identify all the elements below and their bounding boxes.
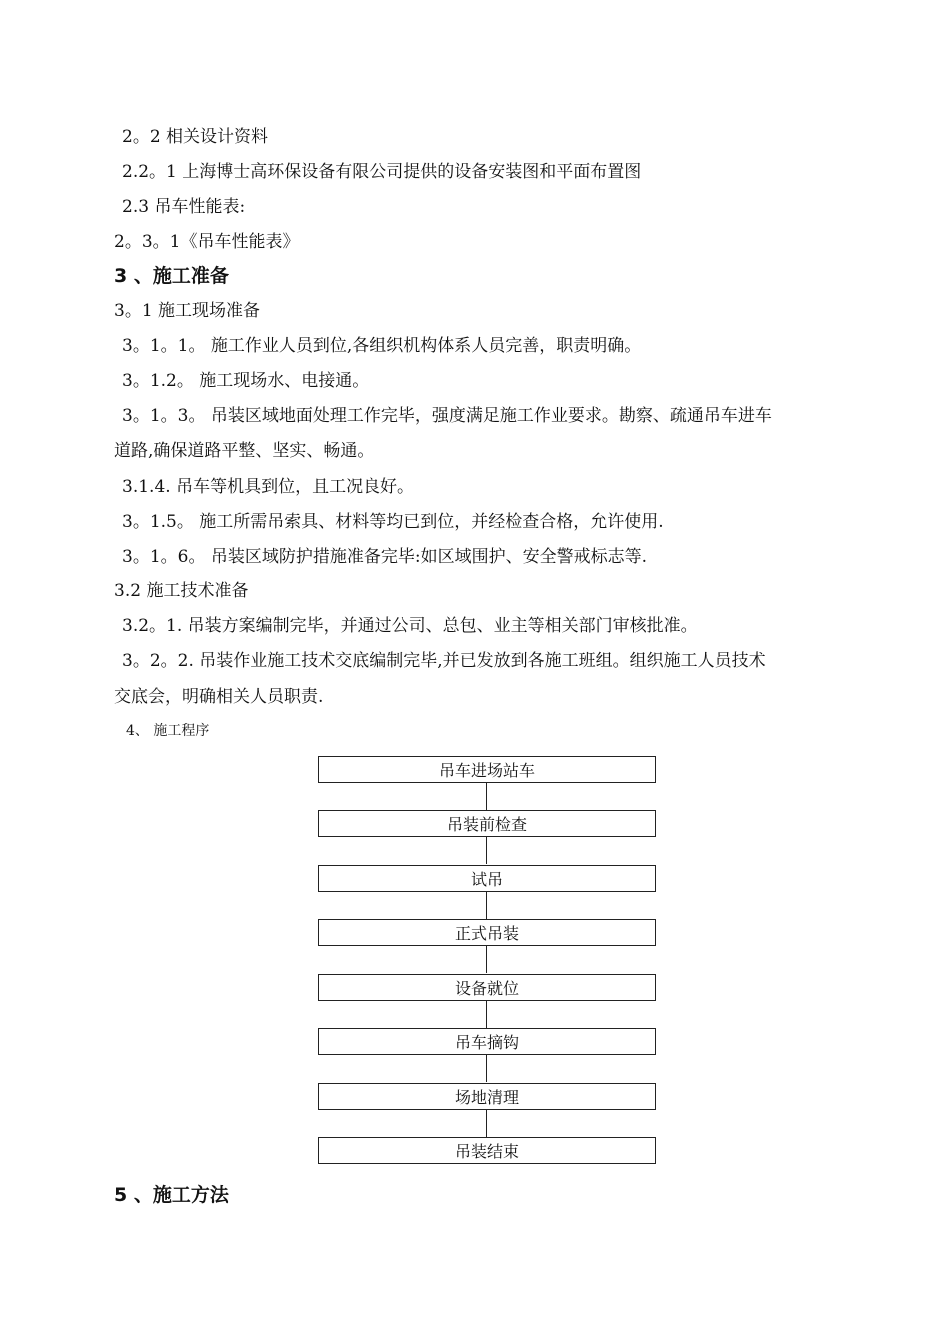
- text-line-3-1-2: 3。1.2。 施工现场水、电接通。: [122, 371, 370, 391]
- flow-step-6: 吊车摘钩: [318, 1028, 656, 1055]
- text-line-2-2-1: 2.2。1 上海博士高环保设备有限公司提供的设备安装图和平面布置图: [122, 162, 642, 182]
- section-heading-3: 3 、施工准备: [114, 265, 229, 287]
- text-line-3-2-2-cont: 交底会，明确相关人员职责.: [114, 687, 324, 707]
- flow-step-2: 吊装前检查: [318, 810, 656, 837]
- text-line-3-1-1: 3。1。1。 施工作业人员到位,各组织机构体系人员完善，职责明确。: [122, 336, 642, 356]
- text-line-3-2-2: 3。2。2. 吊装作业施工技术交底编制完毕,并已发放到各施工班组。组织施工人员技术: [122, 651, 766, 671]
- section-heading-5: 5 、施工方法: [114, 1184, 229, 1206]
- flow-connector: [486, 837, 487, 864]
- flow-step-7: 场地清理: [318, 1083, 656, 1110]
- text-line-3-2: 3.2 施工技术准备: [114, 581, 249, 601]
- flow-connector: [486, 1055, 487, 1082]
- flow-connector: [486, 892, 487, 919]
- flow-step-4: 正式吊装: [318, 919, 656, 946]
- flow-step-3: 试吊: [318, 865, 656, 892]
- flow-connector: [486, 1001, 487, 1028]
- text-line-3-1-4: 3.1.4. 吊车等机具到位，且工况良好。: [122, 477, 415, 497]
- flow-step-1: 吊车进场站车: [318, 756, 656, 783]
- text-line-3-1-3: 3。1。3。 吊装区域地面处理工作完毕，强度满足施工作业要求。勘察、疏通吊车进车: [122, 406, 772, 426]
- text-line-3-2-1: 3.2。1. 吊装方案编制完毕，并通过公司、总包、业主等相关部门审核批准。: [122, 616, 698, 636]
- text-line-2-3-1: 2。3。1《吊车性能表》: [114, 232, 300, 252]
- text-line-3-1-5: 3。1.5。 施工所需吊索具、材料等均已到位，并经检查合格，允许使用.: [122, 512, 664, 532]
- flowchart: [318, 756, 656, 1166]
- flow-connector: [486, 783, 487, 810]
- flow-step-8: 吊装结束: [318, 1137, 656, 1164]
- text-line-2-2: 2。2 相关设计资料: [122, 127, 269, 147]
- flow-connector: [486, 946, 487, 973]
- flow-step-5: 设备就位: [318, 974, 656, 1001]
- text-line-2-3: 2.3 吊车性能表:: [122, 197, 246, 217]
- text-line-3-1-6: 3。1。6。 吊装区域防护措施准备完毕:如区域围护、安全警戒标志等.: [122, 547, 647, 567]
- text-line-4: 4、 施工程序: [126, 723, 210, 739]
- text-line-3-1-3-cont: 道路,确保道路平整、坚实、畅通。: [114, 441, 375, 461]
- text-line-3-1: 3。1 施工现场准备: [114, 301, 261, 321]
- flow-connector: [486, 1110, 487, 1137]
